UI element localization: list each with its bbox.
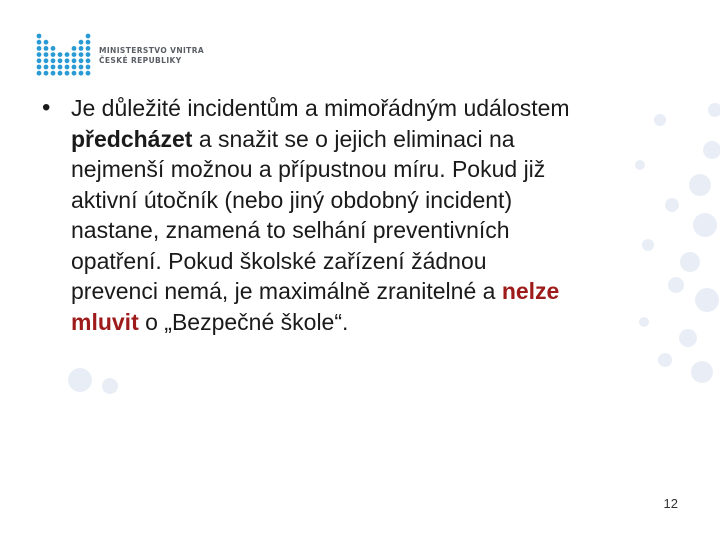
text-segment: nastane, znamená to selhání preventivních <box>71 217 510 243</box>
logo-dot <box>44 52 49 57</box>
logo-dot <box>79 40 84 45</box>
logo-dot <box>72 46 77 51</box>
logo-dot <box>44 40 49 45</box>
logo-line-1: MINISTERSTVO VNITRA <box>99 46 205 55</box>
logo-dot <box>65 65 70 70</box>
logo-dot <box>58 65 63 70</box>
page-number: 12 <box>663 496 678 511</box>
text-segment: aktivní útočník (nebo jiný obdobný incident) <box>71 186 513 213</box>
logo-dot <box>37 34 42 39</box>
text-line-2 <box>71 124 691 155</box>
logo-dot <box>65 71 70 76</box>
logo-dot <box>44 65 49 70</box>
logo-dot <box>86 65 91 70</box>
emphasis-predchazet: předcházet <box>71 125 193 152</box>
logo-dot <box>86 58 91 63</box>
logo-dot <box>79 71 84 76</box>
ministry-logo-icon <box>36 33 92 77</box>
logo-dot <box>51 46 56 51</box>
emphasis-mluvit: mluvit <box>71 308 139 335</box>
logo-dot <box>51 58 56 63</box>
logo-dot <box>44 46 49 51</box>
text-segment: prevenci nemá, je maximálně zranitelné a <box>71 278 502 304</box>
text-segment: o „Bezpečné škole“. <box>138 308 349 335</box>
logo-dot <box>79 46 84 51</box>
logo-dot <box>37 65 42 70</box>
logo-dot <box>58 52 63 57</box>
logo-dot <box>79 65 84 70</box>
bullet-paragraph <box>71 93 691 337</box>
logo-dot <box>86 40 91 45</box>
text-line-8 <box>71 307 691 338</box>
logo-dot <box>37 52 42 57</box>
logo-dot <box>72 52 77 57</box>
text-line-1 <box>71 93 691 124</box>
logo-dot <box>86 52 91 57</box>
text-segment: a snažit se o jejich eliminaci na <box>192 125 515 152</box>
text-line-5 <box>71 215 691 246</box>
logo-line-2: ČESKÉ REPUBLIKY <box>99 56 182 65</box>
logo-dot <box>44 58 49 63</box>
emphasis-nelze: nelze <box>501 278 560 304</box>
logo-dot <box>65 58 70 63</box>
logo-dot <box>51 71 56 76</box>
logo-dot <box>72 65 77 70</box>
logo-dot <box>37 71 42 76</box>
logo-dot <box>86 34 91 39</box>
logo-dot <box>86 71 91 76</box>
logo-dot <box>86 46 91 51</box>
logo-dot <box>72 58 77 63</box>
text-line-7 <box>71 276 691 307</box>
bullet-marker: • <box>42 94 51 121</box>
logo-dot <box>44 71 49 76</box>
logo-dot <box>65 52 70 57</box>
text-segment: Je důležité incidentům a mimořádným událostem <box>71 95 570 121</box>
logo-dot <box>51 65 56 70</box>
logo-dot <box>58 58 63 63</box>
logo-dot <box>79 58 84 63</box>
text-segment: opatření. Pokud školské zařízení žádnou <box>71 247 487 274</box>
text-segment: nejmenší možnou a přípustnou míru. Pokud již <box>71 156 546 182</box>
logo-dot <box>37 58 42 63</box>
text-line-6 <box>71 246 691 277</box>
logo-dot <box>37 40 42 45</box>
logo-dot <box>72 71 77 76</box>
logo-dot <box>51 52 56 57</box>
logo-dot <box>58 71 63 76</box>
logo-text <box>99 46 204 66</box>
text-line-3 <box>71 154 691 185</box>
text-line-4 <box>71 185 691 216</box>
logo-dot <box>79 52 84 57</box>
logo-dot <box>37 46 42 51</box>
